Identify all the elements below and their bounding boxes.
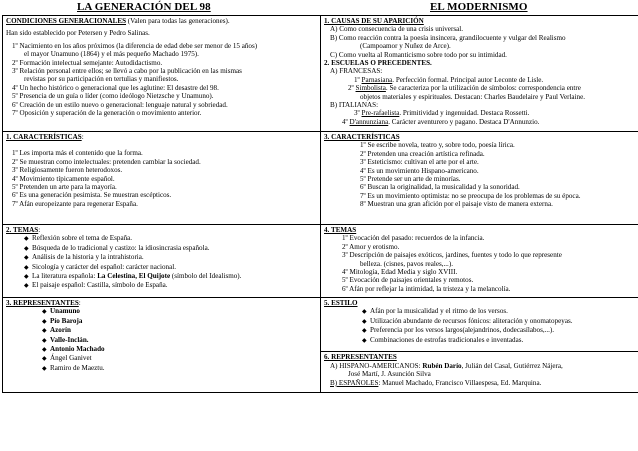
list-item: B) ESPAÑOLES: Manuel Machado, Francisco Villaespesa, Ed. Marquina. (330, 378, 542, 387)
diamond-bullet-icon: ◆ (362, 318, 367, 325)
list-item: 3º Pre-rafaelista. Primitividad y ingenuidad. Destaca Rossetti. (354, 109, 530, 118)
list-item: 5º Presencia de un guía o líder (como ideólogo Nietzsche y Unamuno). (12, 92, 214, 101)
causes-schools-cell (321, 16, 638, 132)
diamond-bullet-icon: ◆ (24, 236, 29, 243)
list-item: B) Como reacción contra la poesía insincera, grandilocuente y vulgar del Realismo (330, 33, 566, 42)
diamond-bullet-icon: ◆ (24, 245, 29, 252)
list-item: ◆ Utilización abundante de recursos fónicos: aliteración y onomatopeyas. (362, 316, 573, 325)
list-item: 6º Creación de un estilo nuevo o generacional: lenguaje natural y sobriedad. (12, 100, 228, 109)
list-item: ◆ El paisaje español: Castilla, símbolo de España. (24, 281, 168, 290)
list-item: 7º Oposición y superación de la generación o movimiento anterior. (12, 109, 202, 118)
list-item: 7º Es un movimiento optimista: no se preocupa de los problemas de su época. (360, 191, 581, 200)
list-item: 5º Evocación de paisajes orientales y remotos. (342, 276, 474, 285)
list-item: ◆ Combinaciones de estrofas tradicionales e inventadas. (362, 335, 524, 344)
list-item: 5º Pretenden un arte para la mayoría. (12, 183, 117, 192)
list-item: 4º Es un movimiento Hispano-americano. (360, 166, 479, 175)
list-item: A) Como consecuencia de una crisis universal. (330, 25, 463, 34)
diamond-bullet-icon: ◆ (24, 283, 29, 290)
list-item: 2º Amor y erotismo. (342, 242, 400, 251)
features-98-heading: 1. CARACTERÍSTICAS: (6, 133, 84, 141)
themes-modernism-cell (321, 225, 638, 298)
list-item: 4º Un hecho histórico o generacional que les aglutine: El desastre del 98. (12, 83, 219, 92)
table-row (3, 132, 638, 225)
list-item: revistas por su participación en tertulias y manifiestos. (24, 75, 179, 84)
style-heading: 5. ESTILO (324, 299, 358, 307)
title-row (0, 0, 638, 16)
diamond-bullet-icon: ◆ (42, 328, 47, 335)
diamond-bullet-icon: ◆ (42, 365, 47, 372)
list-item: ◆ La literatura española: La Celestina, El Quijote (símbolo del Idealismo). (24, 272, 242, 281)
list-item: C) Como vuelta al Romanticismo sobre todo por su intimidad. (330, 50, 507, 59)
list-item: 4º D'annunziana. Carácter aventurero y pagano. Destaca D'Annunzio. (342, 117, 540, 126)
list-item: 1º Se escribe novela, teatro y, sobre todo, poesía lírica. (360, 141, 515, 150)
conditions-cell (3, 16, 321, 132)
list-item: 4º Mitología, Edad Media y siglo XVIII. (342, 268, 458, 277)
list-item: 2º Se muestran como intelectuales: pretenden cambiar la sociedad. (12, 157, 201, 166)
list-item: ◆ Reflexión sobre el tema de España. (24, 234, 133, 243)
diamond-bullet-icon: ◆ (42, 356, 47, 363)
conditions-heading: CONDICIONES GENERACIONALES (Valen para todas las generaciones). (6, 17, 230, 25)
title-modernism: EL MODERNISMO (430, 1, 528, 13)
list-item: A) HISPANO-AMERICANOS: Rubén Darío, Julián del Casal, Gutiérrez Nájera, (330, 361, 563, 370)
list-item: 2º Formación intelectual semejante: Autodidactismo. (12, 58, 163, 67)
list-item: ◆ Ramiro de Maeztu. (42, 363, 105, 372)
list-item: objetos materiales y espirituales. Destacan: Charles Baudelaire y Paul Verlaine. (360, 92, 586, 101)
list-item: ◆ Pío Baroja (42, 316, 83, 325)
list-item: 6º Buscan la originalidad, la musicalidad y la sonoridad. (360, 183, 520, 192)
list-item: 3º Religiosamente fueron heterodoxos. (12, 166, 123, 175)
table-row (3, 225, 638, 298)
themes-98-cell (3, 225, 321, 298)
list-item: ◆ Afán por la musicalidad y el ritmo de los versos. (362, 307, 508, 316)
table-row (3, 298, 638, 352)
list-item: 3º Descripción de paisajes exóticos, jardines, fuentes y todo lo que represente (342, 251, 562, 260)
diamond-bullet-icon: ◆ (24, 274, 29, 281)
list-item: (Campoamor y Nuñez de Arce). (360, 42, 451, 51)
conditions-intro: Han sido establecido por Petersen y Pedro Salinas. (6, 29, 150, 38)
list-item: ◆ Preferencia por los versos largos(alejandrinos, dodecasílabos,...). (362, 326, 555, 335)
list-item: 5º Pretende ser un arte de minorías. (360, 175, 461, 184)
comparison-table (2, 15, 638, 393)
representatives-modernism-heading: 6. REPRESENTANTES (324, 353, 397, 362)
style-modernism-cell (321, 298, 638, 352)
list-item: José Martí, J. Asunción Silva (348, 370, 431, 379)
list-item: ◆ Valle-Inclán. (42, 335, 89, 344)
features-98-cell (3, 132, 321, 225)
list-item: 6º Es una generación pesimista. Se muestran escépticos. (12, 191, 172, 200)
list-item: 3º Relación personal entre ellos; se llevó a cabo por la publicación en las mismas (12, 67, 242, 76)
diamond-bullet-icon: ◆ (42, 337, 47, 344)
list-item: 3º Esteticismo: cultivan el arte por el arte. (360, 158, 479, 167)
table-row (3, 16, 638, 132)
list-item: 1º Nacimiento en los años próximos (la diferencia de edad debe ser menor de 15 años) (12, 41, 258, 50)
french-schools: A) FRANCESAS: (330, 67, 383, 76)
list-item: 1º Parnasiana. Perfección formal. Principal autor Leconte de Lisle. (354, 75, 544, 84)
title-generation-98: LA GENERACIÓN DEL 98 (77, 1, 211, 13)
features-modernism-cell (321, 132, 638, 225)
list-item: ◆ Unamuno (42, 307, 80, 316)
list-item: 1º Evocación del pasado: recuerdos de la infancia. (342, 234, 485, 243)
list-item: 7º Afán europeizante para regenerar España. (12, 199, 138, 208)
diamond-bullet-icon: ◆ (362, 337, 367, 344)
list-item: ◆ Sicología y carácter del español: carácter nacional. (24, 262, 176, 271)
diamond-bullet-icon: ◆ (24, 255, 29, 262)
themes-modernism-heading: 4. TEMAS (324, 226, 357, 234)
list-item: 1º Les importa más el contenido que la forma. (12, 149, 143, 158)
list-item: 2º Pretenden una creación artística refinada. (360, 149, 485, 158)
list-item: ◆ Azorín (42, 326, 71, 335)
list-item: ◆ Búsqueda de lo tradicional y castizo: la idiosincrasia española. (24, 243, 210, 252)
themes-98-heading: 2. TEMAS: (6, 226, 41, 234)
list-item: ◆ Análisis de la historia y la intrahistoria. (24, 253, 144, 262)
representatives-98-cell (3, 298, 321, 393)
list-item: ◆ Ángel Ganivet (42, 354, 92, 363)
diamond-bullet-icon: ◆ (42, 347, 47, 354)
diamond-bullet-icon: ◆ (362, 328, 367, 335)
list-item: 8º Muestran una gran afición por el paisaje visto de manera externa. (360, 200, 553, 209)
list-item: 6º Afán por reflejar la intimidad, la tristeza y la melancolía. (342, 284, 511, 293)
list-item: el mayor Unamuno (1864) y el más pequeño Machado 1975). (24, 50, 199, 59)
diamond-bullet-icon: ◆ (42, 309, 47, 316)
features-modernism-heading: 3. CARACTERÍSTICAS (324, 133, 400, 141)
list-item: 4º Movimiento típicamente español. (12, 174, 115, 183)
diamond-bullet-icon: ◆ (42, 318, 47, 325)
diamond-bullet-icon: ◆ (24, 264, 29, 271)
representatives-98-heading: 3. REPRESENTANTES: (6, 299, 81, 307)
list-item: 2º Simbolista. Se caracteriza por la utilización de símbolos: correspondencia entre (348, 84, 581, 93)
causes-heading: 1. CAUSAS DE SU APARICIÓN (324, 17, 424, 25)
diamond-bullet-icon: ◆ (362, 309, 367, 316)
list-item: ◆ Antonio Machado (42, 345, 105, 354)
schools-heading: 2. ESCUELAS O PRECEDENTES. (324, 59, 432, 68)
representatives-modernism-cell (321, 352, 638, 393)
italian-schools: B) ITALIANAS: (330, 101, 379, 110)
list-item: belleza. (cisnes, pavos reales,...). (360, 259, 453, 268)
